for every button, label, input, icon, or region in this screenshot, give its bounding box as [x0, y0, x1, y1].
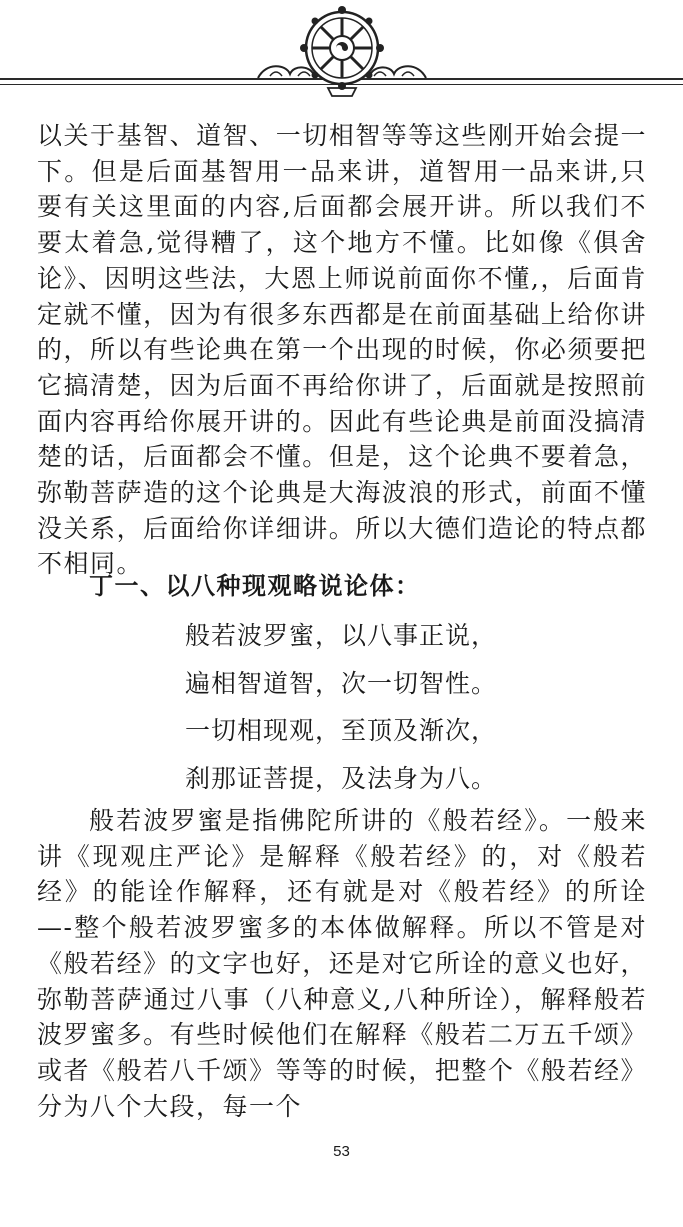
- verse-block: [185, 612, 605, 802]
- paragraph: 般若波罗蜜是指佛陀所讲的《般若经》。一般来讲《现观庄严论》是解释《般若经》的，对《般若经》的能诠作解释，还有就是对《般若经》的所诠—-整个般若波罗蜜多的本体做解释。所以不管是对《般若经》的文字也好，还是对它所诠的意义也好，弥勒菩萨通过八事（八种意义,八种所诠），解释般若波罗蜜多。有些时候他们在解释《般若二万五千颂》或者《般若八千颂》等等的时候，把整个《般若经》分为八个大段，每一个: [37, 806, 647, 1121]
- verse-line: 般若波罗蜜，以八事正说，: [185, 621, 498, 650]
- body-text-bottom: [37, 803, 647, 1124]
- verse-line: 一切相现观，至顶及渐次，: [185, 716, 498, 745]
- verse-line: 刹那证菩提，及法身为八。: [185, 763, 498, 793]
- body-text-top: [37, 118, 647, 582]
- page-header: [0, 0, 683, 100]
- dharma-wheel-icon: [256, 2, 428, 100]
- page-number: 53: [333, 1143, 350, 1160]
- paragraph: 以关于基智、道智、一切相智等等这些刚开始会提一下。但是后面基智用一品来讲，道智用一品来讲,只要有关这里面的内容,后面都会展开讲。所以我们不要太着急,觉得糟了，这个地方不懂。比如像《俱舍论》、因明这些法，大恩上师说前面你不懂,，后面肯定就不懂，因为有很多东西都是在前面基础上给你讲的，所以有些论典在第一个出现的时候，你必须要把它搞清楚，因为后面不再给你讲了，后面就是按照前面内容再给你展开讲的。因此有些论典是前面没搞清楚的话，后面都会不懂。但是，这个论典不要着急，弥勒菩萨造的这个论典是大海波浪的形式，前面不懂没关系，后面给你详细讲。所以大德们造论的特点都不相同。: [37, 121, 647, 579]
- section-heading: 丁一、以八种现观略说论体：: [89, 572, 421, 600]
- verse-line: 遍相智道智，次一切智性。: [185, 668, 498, 698]
